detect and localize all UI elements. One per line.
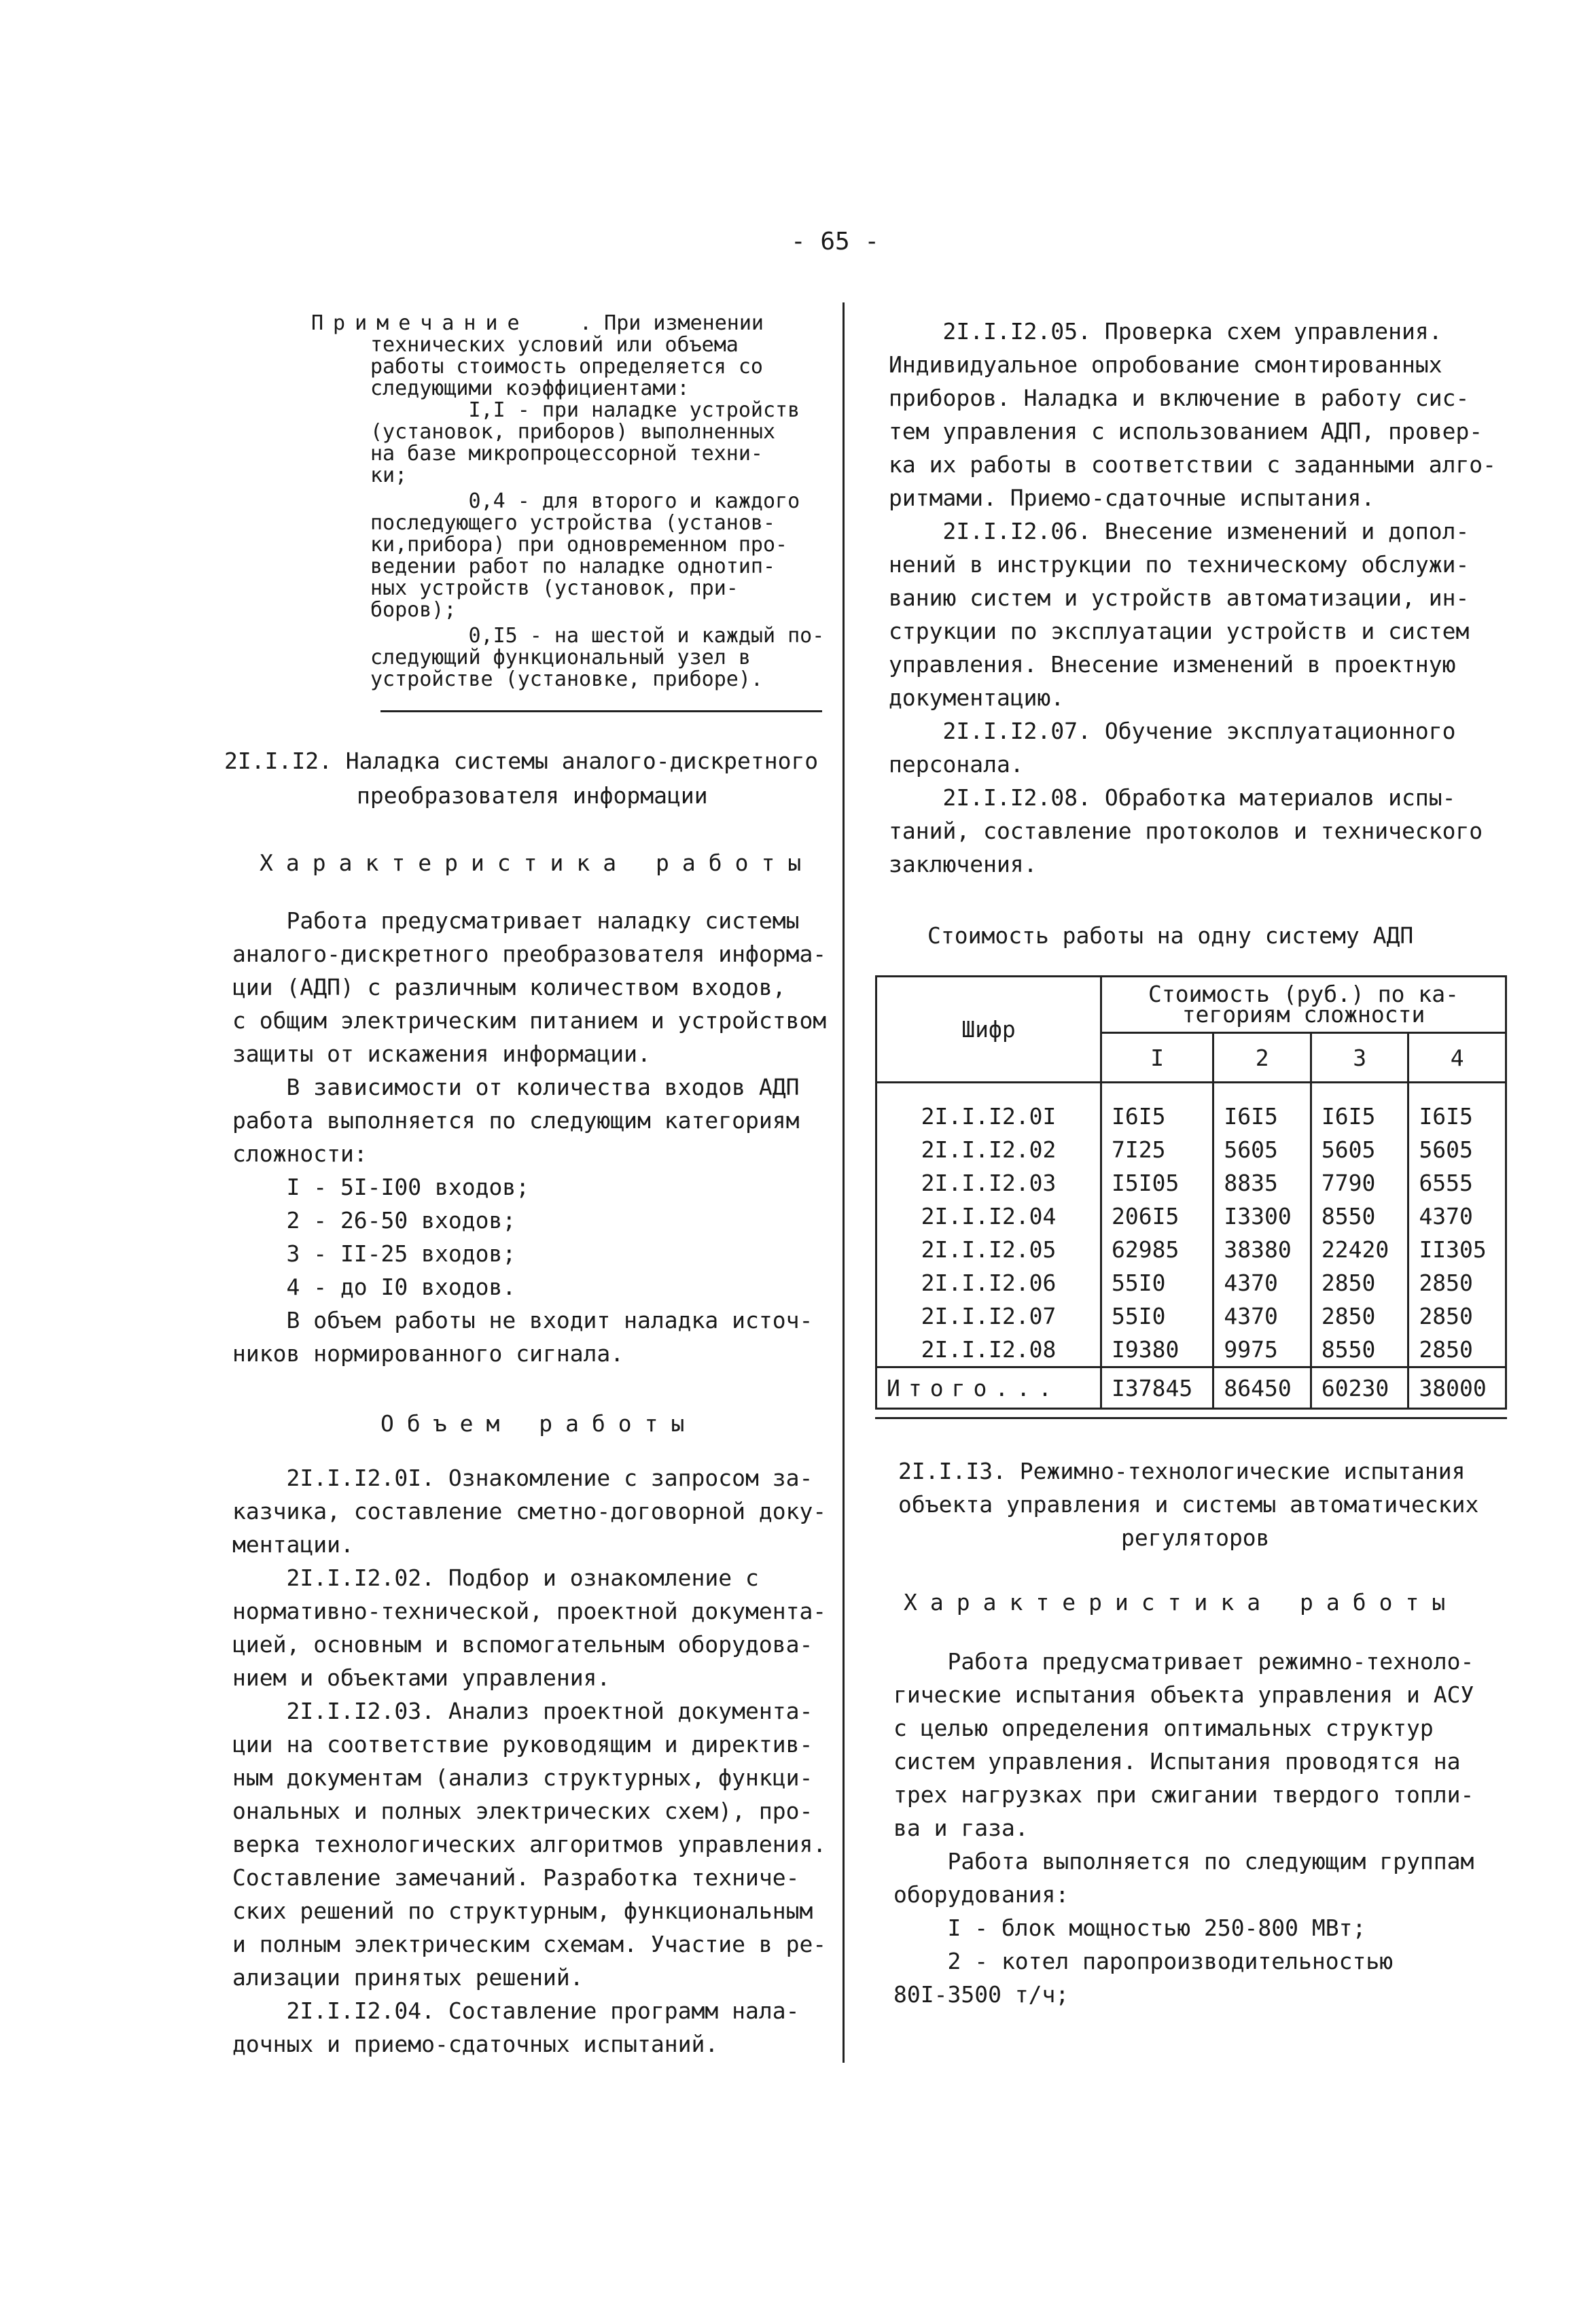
paragraph-line: ников нормированного сигнала. — [232, 1340, 624, 1367]
table-row — [876, 1133, 1506, 1166]
cell-value: 8835 — [1213, 1166, 1311, 1200]
cell-value: 7790 — [1311, 1166, 1408, 1200]
paragraph-line: казчика, составление сметно-договорной доку- — [232, 1498, 827, 1524]
paragraph-line: 2I.I.I2.07. Обучение эксплуатационного — [889, 718, 1456, 744]
note-line: ведении работ по наладке однотип- — [370, 555, 776, 578]
table-row — [876, 1166, 1506, 1200]
cell-value: I3300 — [1213, 1200, 1311, 1233]
note-line: ки; — [370, 464, 408, 487]
row-code: 2I.I.I2.05 — [876, 1233, 1101, 1266]
cell-value: II305 — [1408, 1233, 1506, 1266]
list-item: 3 - II-25 входов; — [232, 1240, 516, 1267]
paragraph-line: струкции по эксплуатации устройств и систем — [889, 618, 1470, 644]
note-line: технических условий или объема — [370, 333, 739, 357]
cell-value: 62985 — [1101, 1233, 1213, 1266]
cell-value: I6I5 — [1311, 1083, 1408, 1134]
column-header-cost-line: Стоимость (руб.) по ка- — [1148, 981, 1459, 1007]
note-line: следующими коэффициентами: — [370, 377, 690, 400]
cell-value: I9380 — [1101, 1333, 1213, 1367]
table-title: Стоимость работы на одну систему АДП — [927, 922, 1414, 949]
row-code: 2I.I.I2.03 — [876, 1166, 1101, 1200]
note-line: на базе микропроцессорной техни- — [370, 442, 763, 466]
paragraph-line: Составление замечаний. Разработка техниче- — [232, 1864, 800, 1891]
cell-value: 38380 — [1213, 1233, 1311, 1266]
note-line: устройстве (установке, приборе). — [370, 667, 763, 691]
paragraph-line: сложности: — [232, 1140, 368, 1167]
paragraph-line: ритмами. Приемо-сдаточные испытания. — [889, 485, 1375, 511]
paragraph-line: 2I.I.I2.04. Составление программ нала- — [232, 1997, 800, 2024]
cell-value: 5605 — [1408, 1133, 1506, 1166]
cell-value: I6I5 — [1408, 1083, 1506, 1134]
paragraph-line: и полным электрическим схемам. Участие в ре- — [232, 1931, 827, 1957]
paragraph-line: управления. Внесение изменений в проектную — [889, 651, 1456, 678]
total-label: Итого... — [876, 1367, 1101, 1409]
cell-value: 7I25 — [1101, 1133, 1213, 1166]
section-title: преобразователя информации — [357, 782, 708, 809]
note-line: следующий функциональный узел в — [370, 646, 751, 669]
table-row — [876, 1299, 1506, 1333]
row-code: 2I.I.I2.07 — [876, 1299, 1101, 1333]
note-line: боров); — [370, 598, 457, 622]
paragraph-line: Индивидуальное опробование смонтированных — [889, 351, 1442, 378]
note-line: последующего устройства (установ- — [370, 511, 776, 535]
cell-value: 2850 — [1408, 1266, 1506, 1299]
paragraph-line: ских решений по структурным, функциональным — [232, 1898, 813, 1924]
note-line: работы стоимость определяется со — [370, 355, 763, 379]
list-item: 4 - до I0 входов. — [232, 1274, 516, 1300]
paragraph-line: 80I-3500 т/ч; — [893, 1981, 1069, 2008]
cell-value: 2850 — [1311, 1266, 1408, 1299]
paragraph-line: заключения. — [889, 851, 1038, 877]
note-line: (установок, приборов) выполненных — [370, 420, 776, 444]
cell-value: 6555 — [1408, 1166, 1506, 1200]
paragraph-line: ализации принятых решений. — [232, 1964, 584, 1991]
note-line: ных устройств (установок, при- — [370, 576, 739, 600]
table-bottom-rule — [875, 1417, 1507, 1419]
column-header-cost-line: тегориям сложности — [1182, 1001, 1425, 1028]
paragraph-line: нием и объектами управления. — [232, 1664, 611, 1691]
paragraph-line: 2I.I.I2.05. Проверка схем управления. — [889, 318, 1442, 345]
paragraph-line: Работа предусматривает режимно-техноло- — [893, 1648, 1474, 1675]
paragraph-line: 2I.I.I2.0I. Ознакомление с запросом за- — [232, 1465, 813, 1491]
cell-value: I6I5 — [1213, 1083, 1311, 1134]
cell-value: I6I5 — [1101, 1083, 1213, 1134]
row-code: 2I.I.I2.06 — [876, 1266, 1101, 1299]
cell-value: 9975 — [1213, 1333, 1311, 1367]
section-title: объекта управления и системы автоматических — [898, 1491, 1479, 1518]
paragraph-line: дочных и приемо-сдаточных испытаний. — [232, 2031, 719, 2057]
note-line: 0,4 - для второго и каждого — [370, 489, 800, 513]
note-line: . При изменении — [567, 311, 764, 335]
cell-value: 4370 — [1408, 1200, 1506, 1233]
total-value: 38000 — [1408, 1367, 1506, 1409]
paragraph-line: приборов. Наладка и включение в работу сис- — [889, 385, 1470, 411]
section-title: 2I.I.I2. Наладка системы аналого-дискретного — [224, 748, 819, 774]
paragraph-line: с общим электрическим питанием и устройством — [232, 1007, 827, 1034]
table-row — [876, 1083, 1506, 1134]
column-header-cost — [1101, 977, 1506, 1033]
row-code: 2I.I.I2.02 — [876, 1133, 1101, 1166]
paragraph-line: гические испытания объекта управления и АСУ — [893, 1681, 1474, 1708]
paragraph-line: 2I.I.I2.03. Анализ проектной документа- — [232, 1698, 813, 1724]
paragraph-line: В зависимости от количества входов АДП — [232, 1074, 800, 1100]
paragraph-line: документацию. — [889, 684, 1065, 711]
list-item: I - 5I-I00 входов; — [232, 1174, 530, 1200]
table-row — [876, 1266, 1506, 1299]
cell-value: 8550 — [1311, 1333, 1408, 1367]
paragraph-line: таний, составление протоколов и технического — [889, 818, 1483, 844]
paragraph-line: оборудования: — [893, 1881, 1069, 1908]
paragraph-line: трех нагрузках при сжигании твердого топли- — [893, 1781, 1474, 1808]
table-row — [876, 1333, 1506, 1367]
paragraph-line: с целью определения оптимальных структур — [893, 1715, 1434, 1741]
list-item: I - блок мощностью 250-800 МВт; — [893, 1915, 1366, 1941]
paragraph-line: тем управления с использованием АДП, провер- — [889, 418, 1483, 444]
page-number: - 65 - — [791, 228, 880, 256]
paragraph-line: нормативно-технической, проектной документа- — [232, 1598, 827, 1624]
section-title: регуляторов — [1121, 1524, 1270, 1551]
column-header-category: I — [1101, 1033, 1213, 1083]
cell-value: I5I05 — [1101, 1166, 1213, 1200]
column-header-category: 3 — [1311, 1033, 1408, 1083]
paragraph-line: ва и газа. — [893, 1815, 1029, 1841]
total-value: I37845 — [1101, 1367, 1213, 1409]
paragraph-line: ментации. — [232, 1531, 354, 1558]
cell-value: 55I0 — [1101, 1299, 1213, 1333]
cell-value: 206I5 — [1101, 1200, 1213, 1233]
paragraph-line: 2I.I.I2.08. Обработка материалов испы- — [889, 784, 1456, 811]
note-line: ки,прибора) при одновременном про- — [370, 533, 788, 557]
section-heading: Объем работы — [380, 1410, 698, 1437]
note-line: 0,I5 - на шестой и каждый по- — [370, 624, 825, 648]
paragraph-line: ции (АДП) с различным количеством входов, — [232, 974, 786, 1000]
table-row — [876, 1233, 1506, 1266]
cell-value: 5605 — [1311, 1133, 1408, 1166]
paragraph-line: нений в инструкции по техническому обслужи- — [889, 551, 1470, 578]
column-header-category: 4 — [1408, 1033, 1506, 1083]
list-item: 2 - котел паропроизводительностью — [893, 1948, 1394, 1974]
paragraph-line: верка технологических алгоритмов управления. — [232, 1831, 827, 1857]
cell-value: 22420 — [1311, 1233, 1408, 1266]
row-code: 2I.I.I2.0I — [876, 1083, 1101, 1134]
paragraph-line: систем управления. Испытания проводятся на — [893, 1748, 1461, 1775]
paragraph-line: ванию систем и устройств автоматизации, ин- — [889, 584, 1470, 611]
paragraph-line: ции на соответствие руководящим и директив- — [232, 1731, 813, 1758]
note-line: I,I - при наладке устройств — [370, 398, 800, 422]
cell-value: 4370 — [1213, 1299, 1311, 1333]
list-item: 2 - 26-50 входов; — [232, 1207, 516, 1234]
paragraph-line: персонала. — [889, 751, 1024, 778]
row-code: 2I.I.I2.04 — [876, 1200, 1101, 1233]
paragraph-line: ональных и полных электрических схем), про- — [232, 1798, 813, 1824]
row-code: 2I.I.I2.08 — [876, 1333, 1101, 1367]
total-value: 86450 — [1213, 1367, 1311, 1409]
paragraph-line: аналого-дискретного преобразователя информа- — [232, 941, 827, 967]
total-value: 60230 — [1311, 1367, 1408, 1409]
column-divider — [843, 302, 845, 2063]
paragraph-line: В объем работы не входит наладка источ- — [232, 1307, 813, 1333]
note-label: Примечание — [311, 311, 529, 335]
paragraph-line: цией, основным и вспомогательным оборудова- — [232, 1631, 813, 1658]
cell-value: 55I0 — [1101, 1266, 1213, 1299]
note-underline — [380, 710, 822, 712]
paragraph-line: защиты от искажения информации. — [232, 1041, 651, 1067]
cell-value: 2850 — [1408, 1333, 1506, 1367]
table-total-row — [876, 1367, 1506, 1409]
cell-value: 4370 — [1213, 1266, 1311, 1299]
column-header-category: 2 — [1213, 1033, 1311, 1083]
paragraph-line: 2I.I.I2.06. Внесение изменений и допол- — [889, 518, 1470, 544]
section-heading: Характеристика работы — [904, 1589, 1459, 1616]
paragraph-line: 2I.I.I2.02. Подбор и ознакомление с — [232, 1565, 759, 1591]
paragraph-line: Работа предусматривает наладку системы — [232, 907, 800, 934]
paragraph-line: ным документам (анализ структурных, функци- — [232, 1764, 813, 1791]
column-header-code: Шифр — [876, 977, 1101, 1083]
paragraph-line: ка их работы в соответствии с заданными алго- — [889, 451, 1497, 478]
table-header-row — [876, 977, 1506, 1033]
cell-value: 2850 — [1311, 1299, 1408, 1333]
cell-value: 8550 — [1311, 1200, 1408, 1233]
cell-value: 2850 — [1408, 1299, 1506, 1333]
paragraph-line: работа выполняется по следующим категориям — [232, 1107, 800, 1134]
section-title: 2I.I.I3. Режимно-технологические испытания — [898, 1458, 1466, 1484]
cost-table — [875, 975, 1507, 1410]
section-heading: Характеристика работы — [260, 850, 815, 876]
table-row — [876, 1200, 1506, 1233]
paragraph-line: Работа выполняется по следующим группам — [893, 1848, 1474, 1874]
cell-value: 5605 — [1213, 1133, 1311, 1166]
